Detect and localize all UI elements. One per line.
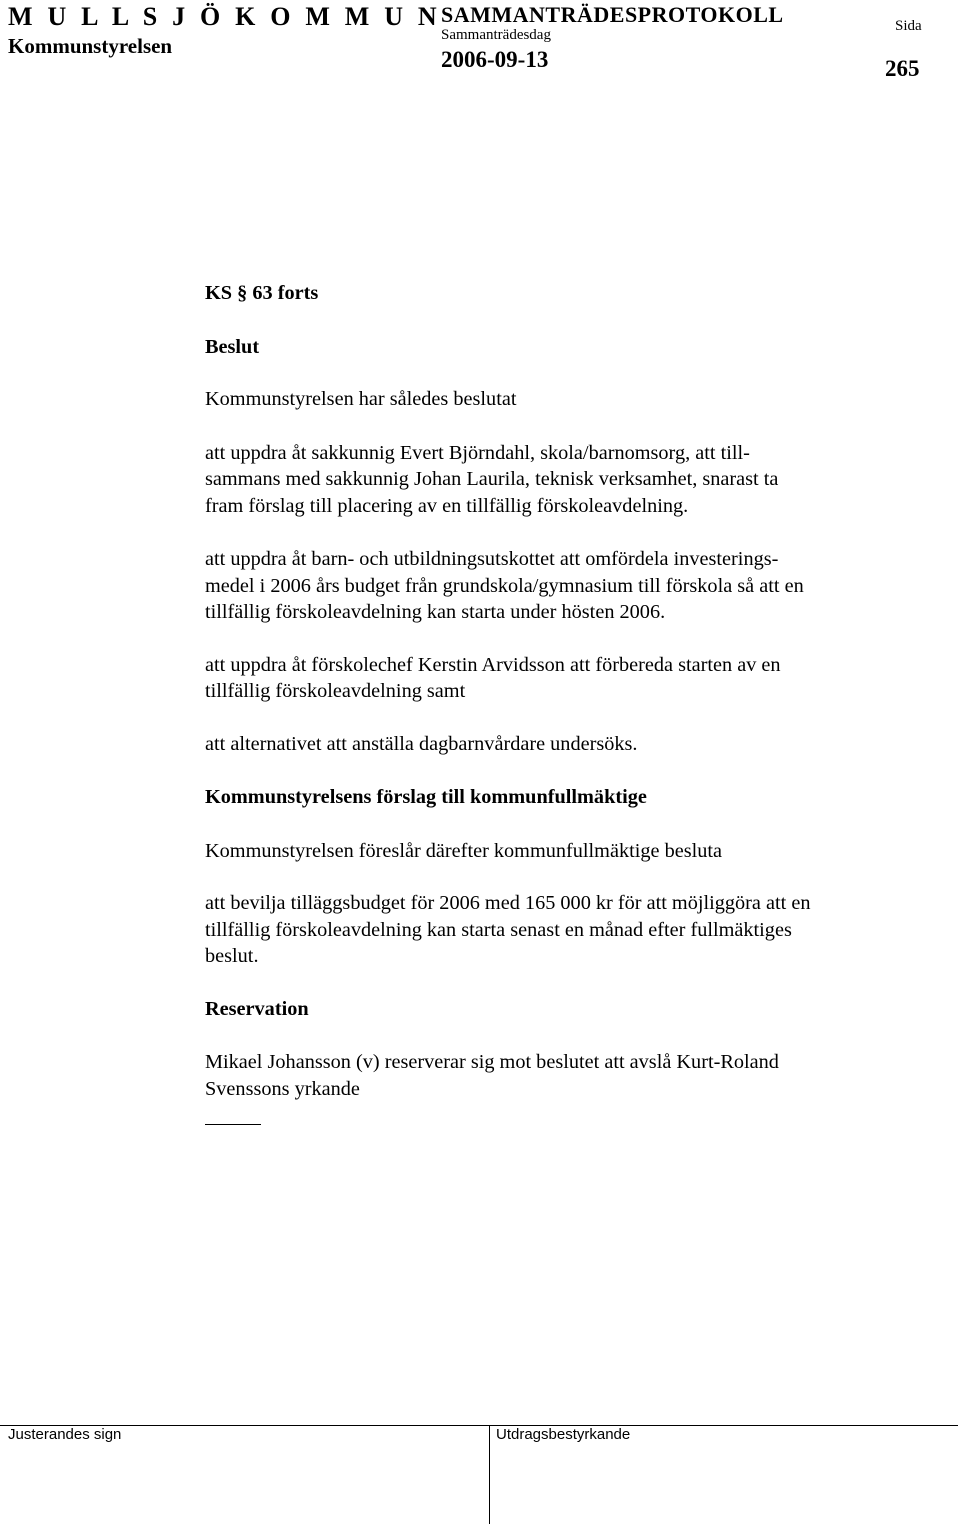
- page-label: Sida: [895, 18, 922, 34]
- protocol-body: [205, 280, 905, 1102]
- decision-item-2: att uppdra åt barn- och utbildningsutskottet att omfördela investerings- medel i 2006 års budget från grundskola/gymnasium till förskola så att en tillfällig förskoleavdelning kan starta under hösten 2006.: [205, 548, 804, 623]
- certification-label: Utdragsbestyrkande: [496, 1426, 631, 1443]
- proposal-heading: Kommunstyrelsens förslag till kommunfullmäktige: [205, 786, 647, 808]
- decision-heading: Beslut: [205, 335, 260, 358]
- decision-item-4: att alternativet att anställa dagbarnvårdare undersöks.: [205, 732, 638, 755]
- reservation-heading: Reservation: [205, 997, 309, 1020]
- reservation-text: Mikael Johansson (v) reserverar sig mot beslutet att avslå Kurt-Roland Svenssons yrkande: [205, 1051, 779, 1100]
- footer-rule: [0, 1425, 958, 1426]
- decision-item-3: att uppdra åt förskolechef Kerstin Arvidsson att förbereda starten av en tillfällig förskoleavdelning samt: [205, 653, 781, 702]
- signature-label: Justerandes sign: [8, 1426, 122, 1443]
- proposal-intro: Kommunstyrelsen föreslår därefter kommunfullmäktige besluta: [205, 839, 723, 862]
- meeting-date-label: Sammanträdesdag: [441, 27, 551, 43]
- committee-name: Kommunstyrelsen: [8, 34, 173, 58]
- footer-divider: [489, 1426, 490, 1524]
- organization-name: M U L L S J Ö K O M M U N: [8, 2, 441, 31]
- decision-item-1: att uppdra åt sakkunnig Evert Björndahl, skola/barnomsorg, att till- sammans med sakkunnig Johan Laurila, teknisk verksamhet, snarast ta fram förslag till placering av en tillfällig förskoleavdelning.: [205, 441, 779, 517]
- proposal-item-1: att bevilja tilläggsbudget för 2006 med 165 000 kr för att möjliggöra att en tillfällig förskoleavdelning kan starta senast en månad efter fullmäktiges beslut.: [205, 892, 811, 967]
- meeting-date: 2006-09-13: [441, 47, 549, 72]
- closing-rule: [205, 1124, 261, 1125]
- document-type: SAMMANTRÄDESPROTOKOLL: [441, 2, 784, 27]
- page-number: 265: [885, 56, 920, 81]
- decision-intro: Kommunstyrelsen har således beslutat: [205, 388, 517, 410]
- section-heading: KS § 63 forts: [205, 282, 319, 304]
